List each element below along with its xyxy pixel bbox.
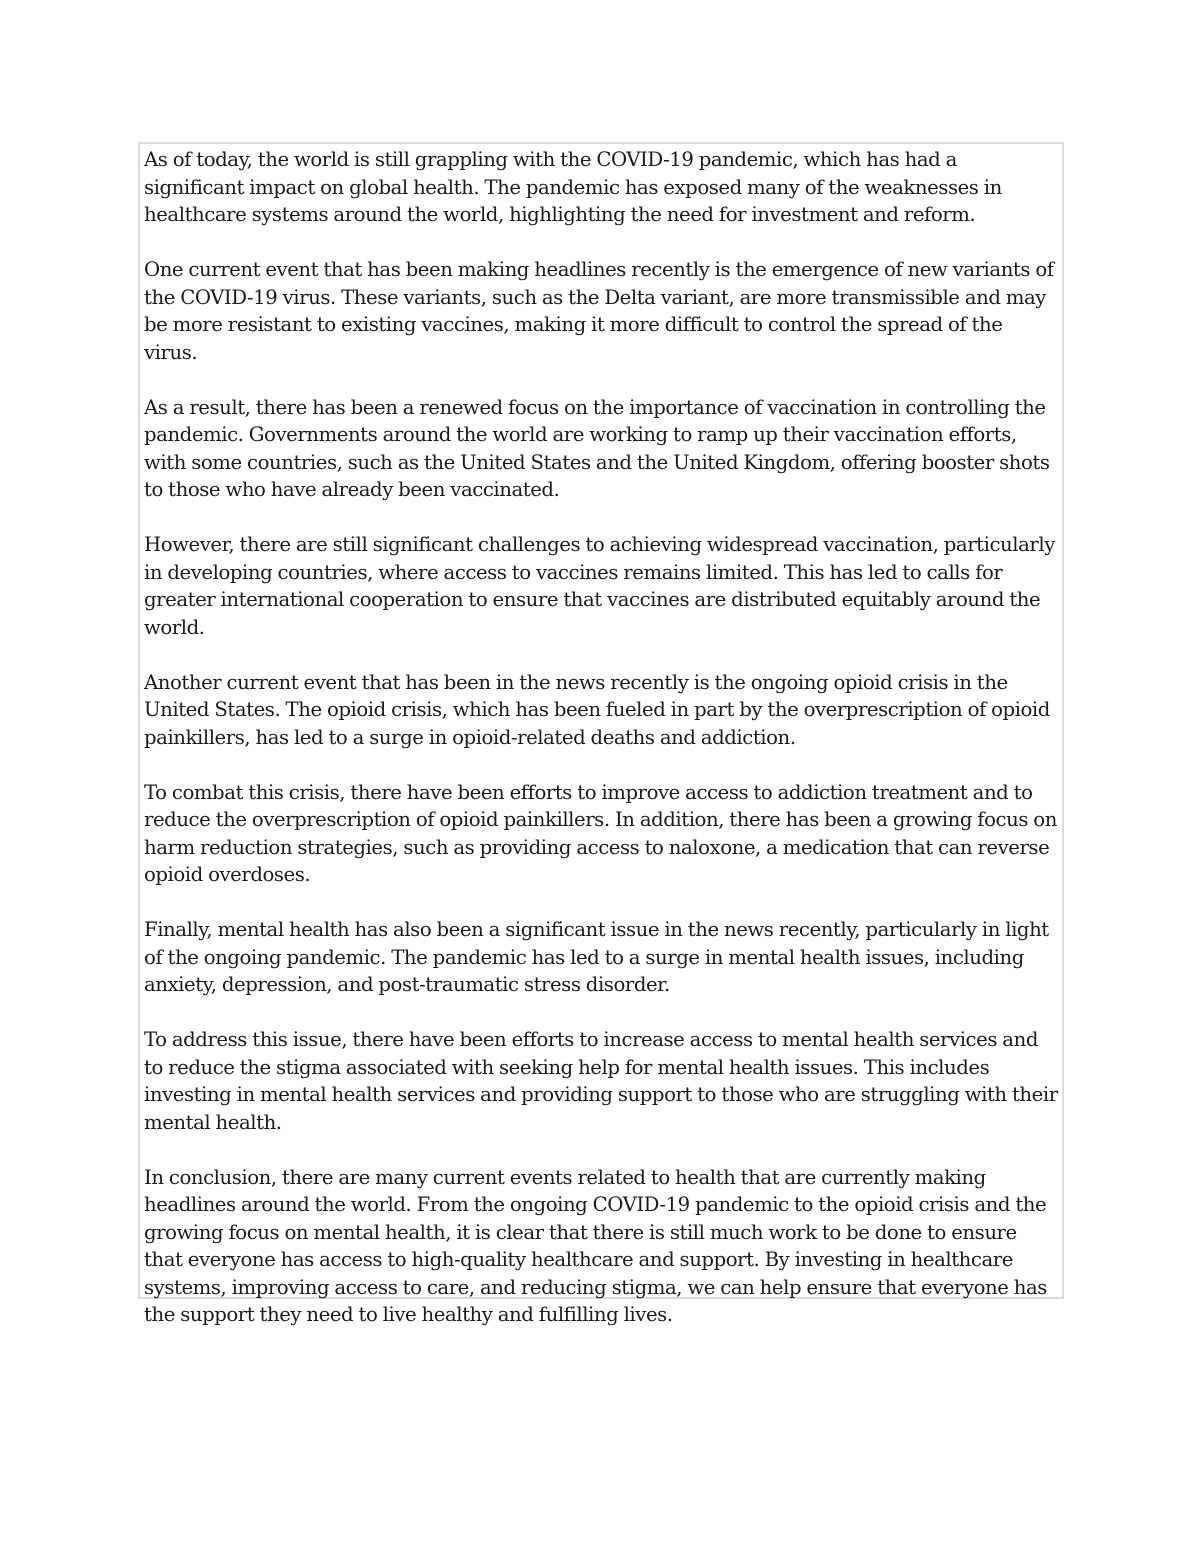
paragraph-mental-health: Finally, mental health has also been a significant issue in the news recently, particularly in light of the ongoing pandemic. The pandemic has led to a surge in mental health issues, including anxiety, depression, and post-traumatic stress disorder.	[144, 918, 1049, 996]
text-box[interactable]	[138, 142, 1064, 1326]
paragraph-mental-health-response: To address this issue, there have been efforts to increase access to mental health services and to reduce the stigma associated with seeking help for mental health issues. This includes investing in mental health services and providing support to those who are struggling with their mental health.	[144, 1028, 1058, 1134]
paragraph-variants: One current event that has been making headlines recently is the emergence of new variants of the COVID-19 virus. These variants, such as the Delta variant, are more transmissible and may be more resistant to existing vaccines, making it more difficult to control the spread of the virus.	[144, 258, 1054, 364]
paragraph-vaccine-access: However, there are still significant challenges to achieving widespread vaccination, particularly in developing countries, where access to vaccines remains limited. This has led to calls for greater international cooperation to ensure that vaccines are distributed equitably around the world.	[144, 533, 1055, 639]
paragraph-covid-overview: As of today, the world is still grappling with the COVID-19 pandemic, which has had a significant impact on global health. The pandemic has exposed many of the weaknesses in healthcare systems around the world, highlighting the need for investment and reform.	[144, 148, 1002, 226]
paragraph-opioid-response: To combat this crisis, there have been efforts to improve access to addiction treatment and to reduce the overprescription of opioid painkillers. In addition, there has been a growing focus on harm reduction strategies, such as providing access to naloxone, a medication that can reverse opioid overdoses.	[144, 780, 1057, 886]
paragraph-opioid-crisis: Another current event that has been in the news recently is the ongoing opioid crisis in the United States. The opioid crisis, which has been fueled in part by the overprescription of opioid painkillers, has led to a surge in opioid-related deaths and addiction.	[144, 670, 1050, 749]
paragraph-vaccination: As a result, there has been a renewed focus on the importance of vaccination in controlling the pandemic. Governments around the world are working to ramp up their vaccination efforts, with some countries, such as the United States and the United Kingdom, offering booster shots to those who have already been vaccinated.	[144, 395, 1050, 501]
paragraph-conclusion: In conclusion, there are many current events related to health that are currently making headlines around the world. From the ongoing COVID-19 pandemic to the opioid crisis and the growing focus on mental health, it is clear that there is still much work to be done to ensure that everyone has access to high-quality healthcare and support. By investing in healthcare systems, improving access to care, and reducing stigma, we can help ensure that everyone has the support they need to live healthy and fulfilling lives.	[144, 1165, 1047, 1326]
